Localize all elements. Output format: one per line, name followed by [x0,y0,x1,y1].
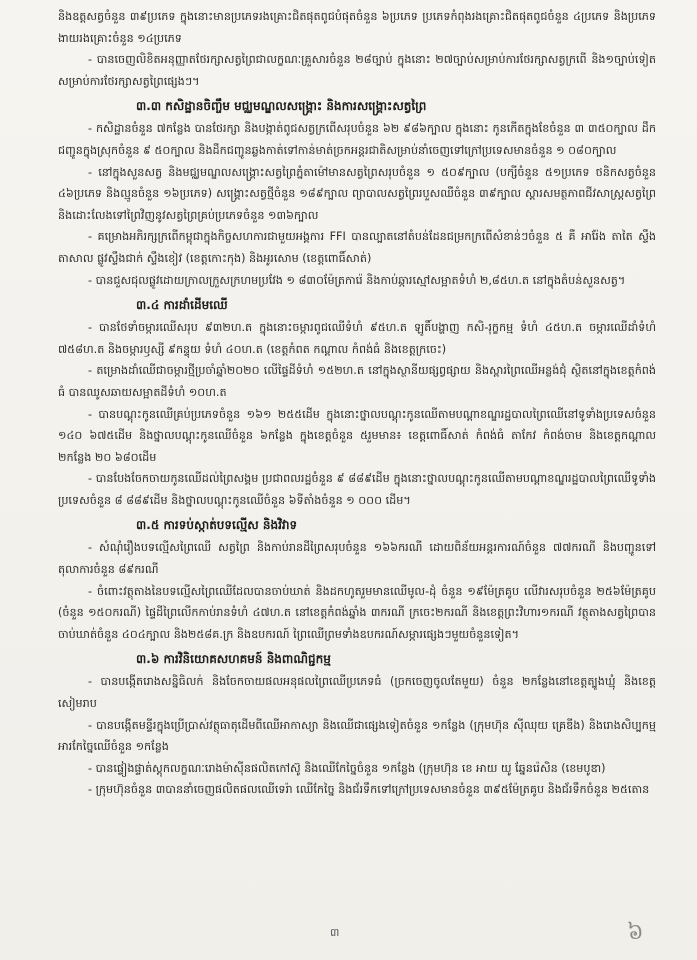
paragraph-plantation-care: - បានថែទាំចម្ការឈើសរុប ៩៣២ហ.ត ក្នុងនោះចម្ការពូជឈើទំហំ ៩៥ហ.ត ឡូតិ៍បង្ហាញ កសិ-រុក្ខកម្ម ទំហំ ៤៥ហ.ត ចម្ការឈើដាំទំហំ ៧៥៨ហ.ត និងចម្ការឫស្សី ៩កន្ទុយ ទំហំ ៤០ហ.ត (ខេត្តកំពត កណ្ដាល កំពង់ធំ និងខេត្តក្រចេះ) [58,321,656,356]
handwritten-page-mark: ៦ [626,919,645,946]
paragraph-crocodile-farms: - កសិដ្ឋានចំនួន ៧កន្លែង បានថែរក្សា និងបង្កាត់ពូជសត្វក្រពើសរុបចំនួន ៦២ ៩៨៦ក្បាល ក្នុងនោះ កូនកើតក្នុងខែចំនួន ៣ ៣៥០ក្បាល ដឹកជញ្ជូនក្នុងស្រុកចំនួន ៩ ៥០ក្បាល និងដឹកជញ្ជូនឆ្លងកាត់ទៅកាន់មាត់ច្រកអន្តរជាតិសម្រាប់នាំចេញទៅក្រៅប្រទេសមានចំនួន ១ ០៨០ក្បាល [58,122,656,157]
paragraph-zoo-rescue: - នៅក្នុងសួនសត្វ និងមជ្ឈមណ្ឌលសង្គ្រោះសត្វព្រៃភ្នំតាម៉ៅមានសត្វព្រៃសរុបចំនួន ១ ៥០៩ក្បាល (បក្សីចំនួន ៥១ប្រភេទ ថនិកសត្វចំនួន ៤៦ប្រភេទ និងល្មូនចំនួន ១៦ប្រភេទ) សង្គ្រោះសត្វថ្មីចំនួន ១៨៩ក្បាល ព្យាបាលសត្វព្រៃរបួសឈឺចំនួន ៣៩ក្បាល ស្តារសមត្ថភាពជីវសាស្ត្រសត្វព្រៃ និងដោះលែងទៅព្រៃវិញនូវសត្វព្រៃគ្រប់ប្រភេទចំនួន ១៣៦ក្បាល [58,165,656,222]
page-number: ៣ [330,926,340,939]
paragraph-distribution: - បានបែងចែកចាយកូនឈើដល់ព្រៃសង្គម ប្រជាពលរដ្ឋចំនួន ៩ ៨៨៩ដើម ក្នុងនោះថ្នាលបណ្ដុះកូនឈើតាមបណ្ដាខណ្ឌរដ្ឋបាលព្រៃឈើទូទាំងប្រទេសចំនួន ៨ ៨៨៩ដើម និងថ្នាលបណ្ដុះកូនឈើចំនួន ៦ទីតាំងចំនួន ១ ០០០ ដើម។ [58,472,656,507]
paragraph-seized-evidence: - ចំពោះវត្ថុតាងនៃបទល្មើសព្រៃឈើដែលបានចាប់ឃាត់ និងដកហូតរួមមានឈើមូល-ដុំ ចំនួន ១៩ម៉ែត្រគូប លើវារសរុបចំនួន ២៥៦ម៉ែត្រគូប (ចំនួន ១៥០ករណី) ផ្ទៃដីព្រៃលើកកាប់រានទំហំ ៤៧ហ.ត នៅខេត្តកំពង់ឆ្នាំង ៣ករណី ក្រចេះ២ករណី និងខេត្តព្រះវិហារ១ករណី វត្ថុតាងសត្វព្រៃបានចាប់ឃាត់ចំនួន ៤០៤ក្បាល និង២៥៨គ.ក្រ និងឧបករណ៍ ព្រៃឈើព្រមទាំងឧបករណ៍សម្ភារផ្សេងៗមួយចំនួនទៀត។ [58,584,656,641]
paragraph-offence-cases: - សំណុំរឿងបទល្មើសព្រៃឈើ សត្វព្រៃ និងកាប់រានដីព្រៃសរុបចំនួន ១៦៦ករណី ដោយពិន័យអន្តរការណ៍ចំនួន ៧៧ករណី និងបញ្ជូនទៅតុលាការចំនួន ៨៩ករណី [58,541,656,577]
paragraph-seedlings: - បានបណ្ដុះកូនឈើគ្រប់ប្រភេទចំនួន ១៦១ ២៥៥ដើម ក្នុងនោះថ្នាលបណ្ដុះកូនឈើតាមបណ្ដាខណ្ឌរដ្ឋបាលព្រៃឈើនៅទូទាំងប្រទេសចំនួន ១៤០ ៦៧៥ដើម និងថ្នាលបណ្ដុះកូនឈើចំនួន ៦កន្លែង ក្នុងខេត្តចំនួន ៥រួមមាន៖ ខេត្តពោធិ៍សាត់ កំពង់ធំ តាកែវ កំពង់ចាម និងខេត្តកណ្ដាល ២កន្លែង ២០ ៦៨០ដើម [58,407,656,464]
paragraph-continued: និងឧត្តសត្វចំនួន ៣៩ប្រភេទ ក្នុងនោះមានប្រភេទរងគ្រោះជិតផុតពូជបំផុតចំនួន ៦ប្រភេទ ប្រភេទកំពុងរងគ្រោះជិតផុតពូជចំនួន ៤ប្រភេទ និងប្រភេទងាយរងគ្រោះចំនួន ១៤ប្រភេទ [58,10,656,45]
section-heading-3-5: ៣.៥ ការទប់ស្កាត់បទល្មើស និងវិវាទ [136,518,298,533]
section-heading-3-4: ៣.៤ ការដាំដើមឈើ [136,298,228,313]
paragraph-depots: - បានបង្កើតរោងសន្និធិលក់ និងចែកចាយផលអនុផលព្រៃឈើប្រភេទធំ (ច្រកចេញចូលតែមួយ) ចំនួន ២កន្លែងនៅខេត្តត្បូងឃ្មុំ និងខេត្តសៀមរាប [58,675,656,711]
paragraph-exports: - ក្រុមហ៊ុនចំនួន ៣បាននាំចេញផលិតផលឈើទេរ៉ា ឈើកែច្នៃ និងជ័រទឹកទៅក្រៅប្រទេសមានចំនួន ៣៩៥ម៉ែត្រគូប និងជ័រទឹកចំនួន ២៥តោន [88,783,650,797]
section-heading-3-6: ៣.៦ ការវិនិយោគសហគមន៍ និងពាណិជ្ជកម្ម [136,652,331,667]
section-heading-3-3: ៣.៣ កសិដ្ឋានចិញ្ចឹម មជ្ឈមណ្ឌលសង្គ្រោះ និងការសង្គ្រោះសត្វព្រៃ [136,99,427,114]
paragraph-stock-check: - បានផ្ទៀងផ្ទាត់ស្តុកលក្ខណៈរោងម៉ាស៊ីនផលិតកៅស៊ូ និងឈើកែច្នៃចំនួន ១កន្លែង (ក្រុមហ៊ុន ខេ អាយ យូ ឆ្នែនរ៉េសិន (ខេមបូឌា) [88,761,606,775]
paragraph-road-repair: - បានជួសជុលផ្លូវដោយក្រាលក្រួសក្រហមប្រវែង ១ ៨៣០ម៉ែត្រការ៉េ និងកាប់ឆ្ការស្មៅសម្អាតទំហំ ២,៨៥ហ.ត នៅក្នុងតំបន់សួនសត្វ។ [88,273,626,287]
paragraph-permits: - បានចេញលិខិតអនុញ្ញាតថែរក្សាសត្វព្រៃជាលក្ខណៈគ្រួសារចំនួន ២៨ច្បាប់ ក្នុងនោះ ២៧ច្បាប់សម្រាប់ការថែរក្សាសត្វក្រពើ និង១ច្បាប់ទៀតសម្រាប់ការថែរក្សាសត្វព្រៃផ្សេងៗ។ [58,53,656,88]
document-body [58,6,656,801]
paragraph-factory: - បានបង្កើតមន្ទីរក្នុងប្រើប្រាស់វត្ថុធាតុដើមពីឈើអាកាស្យា និងឈើជាផ្សេងទៀតចំនួន ១កន្លែង (ក្រុមហ៊ុន ស៊ីឈុយ គ្រេឌីង) និងរោងសិប្បកម្មអារកែច្នៃឈើចំនួន ១កន្លែង [58,718,656,754]
paragraph-ffi-project: - គម្រោងអភិរក្សក្រពើកម្ពុជាក្នុងកិច្ចសហការជាមួយអង្គការ FFI បានល្បាតនៅតំបន់ដែនជម្រកក្រពើសំខាន់ៗចំនួន ៥ គឺ អារ៉ែង តាតៃ ស្ទឹងតាសាល ផ្លូវស្ទឹងជាក់ ស្ទឹងខៀវ (ខេត្តកោះកុង) និងអូរសោម (ខេត្តពោធិ៍សាត់) [58,230,656,265]
paragraph-new-plantation: - តម្រោងដាំឈើជាចម្ការថ្មីប្រចាំឆ្នាំ២០២០ លើផ្ទៃដីទំហំ ១៥២ហ.ត នៅក្នុងស្ថានីយផ្សព្វផ្សាយ និងស្ពារព្រៃឈើអន្លង់ជុំ ស្ថិតនៅក្នុងខេត្តកំពង់ធំ បានឈូសឆាយសម្អាតដីទំហំ ១០ហ.ត [58,364,656,399]
